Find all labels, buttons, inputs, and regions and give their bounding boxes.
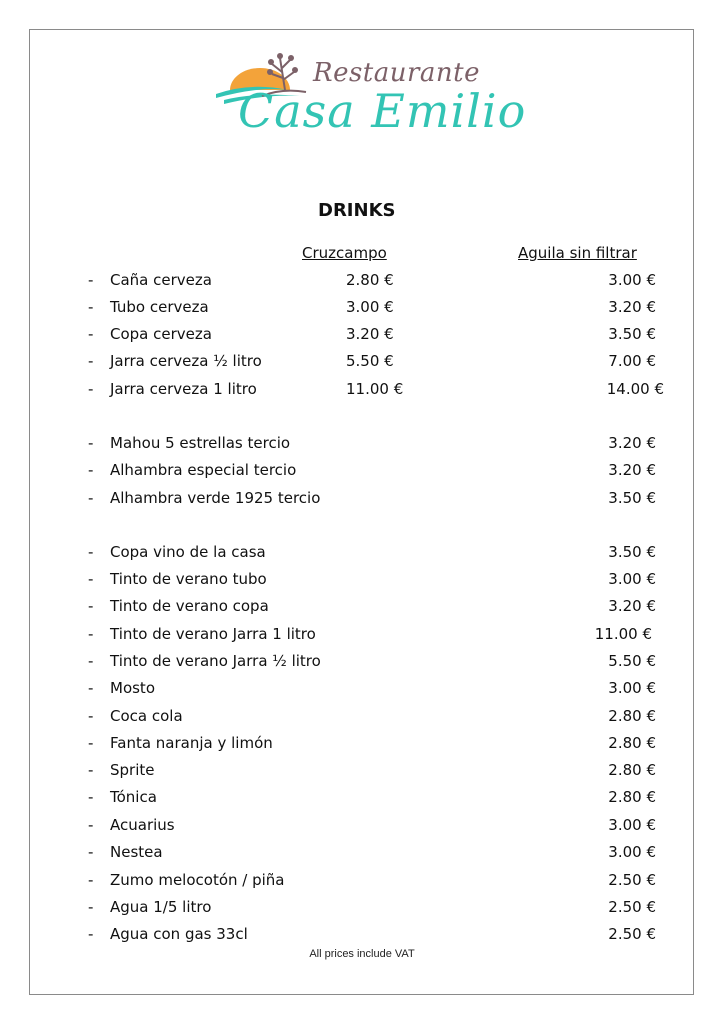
menu-row xyxy=(0,761,724,783)
drink-name: Coca cola xyxy=(110,707,183,725)
drink-price: 3.50 € xyxy=(608,489,656,507)
drink-name: Sprite xyxy=(110,761,155,779)
price-cruzcampo: 5.50 € xyxy=(346,352,394,370)
menu-row xyxy=(0,271,724,293)
menu-row xyxy=(0,843,724,865)
drink-name: Tinto de verano Jarra 1 litro xyxy=(110,625,316,643)
list-dash: - xyxy=(88,543,94,561)
menu-row xyxy=(0,543,724,565)
drink-name: Tubo cerveza xyxy=(110,298,209,316)
price-aguila: 3.50 € xyxy=(608,325,656,343)
list-dash: - xyxy=(88,761,94,779)
list-dash: - xyxy=(88,352,94,370)
price-aguila: 3.20 € xyxy=(608,298,656,316)
drink-name: Tónica xyxy=(110,788,157,806)
menu-row xyxy=(0,625,724,647)
drink-price: 3.20 € xyxy=(608,461,656,479)
drink-name: Jarra cerveza ½ litro xyxy=(110,352,262,370)
menu-row xyxy=(0,816,724,838)
price-aguila: 14.00 € xyxy=(606,380,664,398)
drink-name: Fanta naranja y limón xyxy=(110,734,273,752)
menu-row xyxy=(0,788,724,810)
list-dash: - xyxy=(88,679,94,697)
list-dash: - xyxy=(88,597,94,615)
price-cruzcampo: 3.00 € xyxy=(346,298,394,316)
list-dash: - xyxy=(88,271,94,289)
drink-price: 2.50 € xyxy=(608,898,656,916)
list-dash: - xyxy=(88,707,94,725)
list-dash: - xyxy=(88,898,94,916)
list-dash: - xyxy=(88,489,94,507)
list-dash: - xyxy=(88,843,94,861)
logo-casa-emilio-text: Casa Emilio xyxy=(238,84,527,138)
list-dash: - xyxy=(88,380,94,398)
drink-name: Agua 1/5 litro xyxy=(110,898,212,916)
drink-name: Mosto xyxy=(110,679,155,697)
drink-price: 3.00 € xyxy=(608,679,656,697)
drink-name: Tinto de verano copa xyxy=(110,597,269,615)
list-dash: - xyxy=(88,570,94,588)
drink-name: Mahou 5 estrellas tercio xyxy=(110,434,291,452)
price-cruzcampo: 11.00 € xyxy=(346,380,404,398)
drink-price: 11.00 € xyxy=(594,625,652,643)
drink-name: Acuarius xyxy=(110,816,175,834)
drink-name: Agua con gas 33cl xyxy=(110,925,248,943)
menu-row xyxy=(0,461,724,483)
menu-row xyxy=(0,925,724,947)
menu-row xyxy=(0,597,724,619)
menu-row xyxy=(0,380,724,402)
vat-note: All prices include VAT xyxy=(309,948,415,960)
list-dash: - xyxy=(88,652,94,670)
list-dash: - xyxy=(88,461,94,479)
menu-row xyxy=(0,898,724,920)
list-dash: - xyxy=(88,325,94,343)
drink-price: 2.50 € xyxy=(608,871,656,889)
drink-price: 3.00 € xyxy=(608,570,656,588)
drink-price: 2.80 € xyxy=(608,761,656,779)
drink-price: 2.80 € xyxy=(608,734,656,752)
restaurant-logo xyxy=(210,50,527,145)
column-header-cruzcampo: Cruzcampo xyxy=(302,244,387,262)
logo-restaurante-text: Restaurante xyxy=(313,58,481,88)
drink-price: 3.50 € xyxy=(608,543,656,561)
menu-row xyxy=(0,707,724,729)
list-dash: - xyxy=(88,434,94,452)
price-aguila: 7.00 € xyxy=(608,352,656,370)
price-cruzcampo: 2.80 € xyxy=(346,271,394,289)
menu-row xyxy=(0,871,724,893)
price-cruzcampo: 3.20 € xyxy=(346,325,394,343)
price-aguila: 3.00 € xyxy=(608,271,656,289)
drink-name: Zumo melocotón / piña xyxy=(110,871,285,889)
drink-name: Alhambra verde 1925 tercio xyxy=(110,489,321,507)
list-dash: - xyxy=(88,816,94,834)
drink-price: 3.20 € xyxy=(608,434,656,452)
list-dash: - xyxy=(88,298,94,316)
drink-price: 2.80 € xyxy=(608,707,656,725)
menu-row xyxy=(0,434,724,456)
drink-name: Tinto de verano tubo xyxy=(110,570,267,588)
drink-price: 3.00 € xyxy=(608,843,656,861)
drink-name: Copa cerveza xyxy=(110,325,212,343)
menu-row xyxy=(0,570,724,592)
menu-row xyxy=(0,489,724,511)
menu-row xyxy=(0,325,724,347)
list-dash: - xyxy=(88,625,94,643)
drink-price: 5.50 € xyxy=(608,652,656,670)
list-dash: - xyxy=(88,788,94,806)
drink-name: Caña cerveza xyxy=(110,271,212,289)
menu-row xyxy=(0,298,724,320)
column-header-aguila: Aguila sin filtrar xyxy=(518,244,637,262)
page-title: DRINKS xyxy=(318,200,396,221)
drink-price: 3.00 € xyxy=(608,816,656,834)
list-dash: - xyxy=(88,734,94,752)
menu-row xyxy=(0,352,724,374)
drink-price: 2.80 € xyxy=(608,788,656,806)
list-dash: - xyxy=(88,871,94,889)
drink-name: Alhambra especial tercio xyxy=(110,461,297,479)
list-dash: - xyxy=(88,925,94,943)
drink-price: 2.50 € xyxy=(608,925,656,943)
drink-price: 3.20 € xyxy=(608,597,656,615)
drink-name: Copa vino de la casa xyxy=(110,543,266,561)
menu-row xyxy=(0,679,724,701)
drink-name: Nestea xyxy=(110,843,163,861)
drink-name: Tinto de verano Jarra ½ litro xyxy=(110,652,321,670)
drink-name: Jarra cerveza 1 litro xyxy=(110,380,257,398)
menu-row xyxy=(0,734,724,756)
menu-row xyxy=(0,652,724,674)
